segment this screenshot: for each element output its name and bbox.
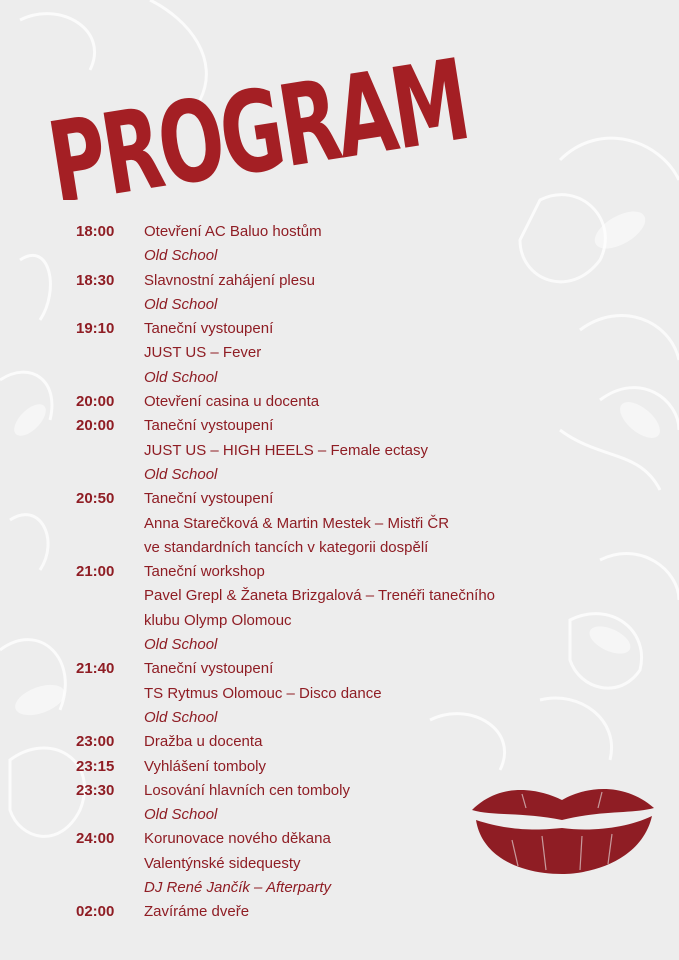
entry-line: Taneční vystoupení [144,320,274,338]
schedule-entry [76,414,636,487]
entry-time: 19:10 [76,320,115,338]
entry-line: Old School [144,806,218,824]
schedule-entry [76,487,636,560]
schedule-entry [76,560,636,657]
entry-time: 18:00 [76,223,115,240]
entry-line: Old School [144,708,218,726]
entry-line: Old School [144,295,218,313]
entry-line: Anna Starečková & Martin Mestek – Mistři ČR [144,514,450,532]
entry-line: Taneční vystoupení [144,660,274,678]
entry-line: klubu Olymp Olomouc [144,611,292,629]
entry-line: Taneční vystoupení [144,490,274,508]
schedule-entry [76,220,636,269]
schedule-entry [76,900,636,924]
entry-line: ve standardních tancích v kategorii dospělí [144,538,429,556]
entry-time: 02:00 [76,903,115,921]
entry-time: 20:00 [76,393,115,411]
entry-line: DJ René Jančík – Afterparty [144,879,332,897]
entry-time: 23:30 [76,781,115,799]
entry-line: Valentýnské sidequesty [144,854,301,872]
entry-line: Zavíráme dveře [144,903,250,921]
entry-line: JUST US – Fever [144,344,262,362]
page-title [40,20,480,200]
entry-line: JUST US – HIGH HEELS – Female ectasy [144,441,428,459]
schedule-entry [76,657,636,730]
schedule-entry [76,390,636,414]
entry-line: Taneční vystoupení [144,417,274,435]
entry-time: 24:00 [76,830,115,848]
entry-time: 21:40 [76,660,115,678]
entry-line: Otevření casina u docenta [144,393,320,411]
title-text: PROGRAM [40,20,480,200]
schedule-entry [76,730,636,754]
entry-time: 20:00 [76,417,115,435]
entry-time: 23:15 [76,757,115,775]
schedule-entry [76,317,636,390]
entry-time: 21:00 [76,563,115,581]
entry-line: Old School [144,636,218,654]
entry-line: Pavel Grepl & Žaneta Brizgalová – Trenéři tanečního [144,587,496,605]
entry-line: Korunovace nového děkana [144,830,331,848]
entry-line: Vyhlášení tomboly [144,757,267,775]
entry-time: 20:50 [76,490,115,508]
entry-line: Old School [144,465,218,483]
entry-line: Old School [144,368,218,386]
entry-line: Dražba u docenta [144,733,263,751]
entry-line: Taneční workshop [144,563,265,581]
entry-line: Old School [144,247,218,265]
entry-time: 18:30 [76,271,115,289]
schedule-entry [76,269,636,318]
entry-time: 23:00 [76,733,115,751]
entry-line: Otevření AC Baluo hostům [144,223,322,240]
entry-line: Losování hlavních cen tomboly [144,781,350,799]
entry-line: TS Rytmus Olomouc – Disco dance [144,684,382,702]
lipstick-kiss-icon [462,770,662,880]
entry-line: Slavnostní zahájení plesu [144,271,315,289]
